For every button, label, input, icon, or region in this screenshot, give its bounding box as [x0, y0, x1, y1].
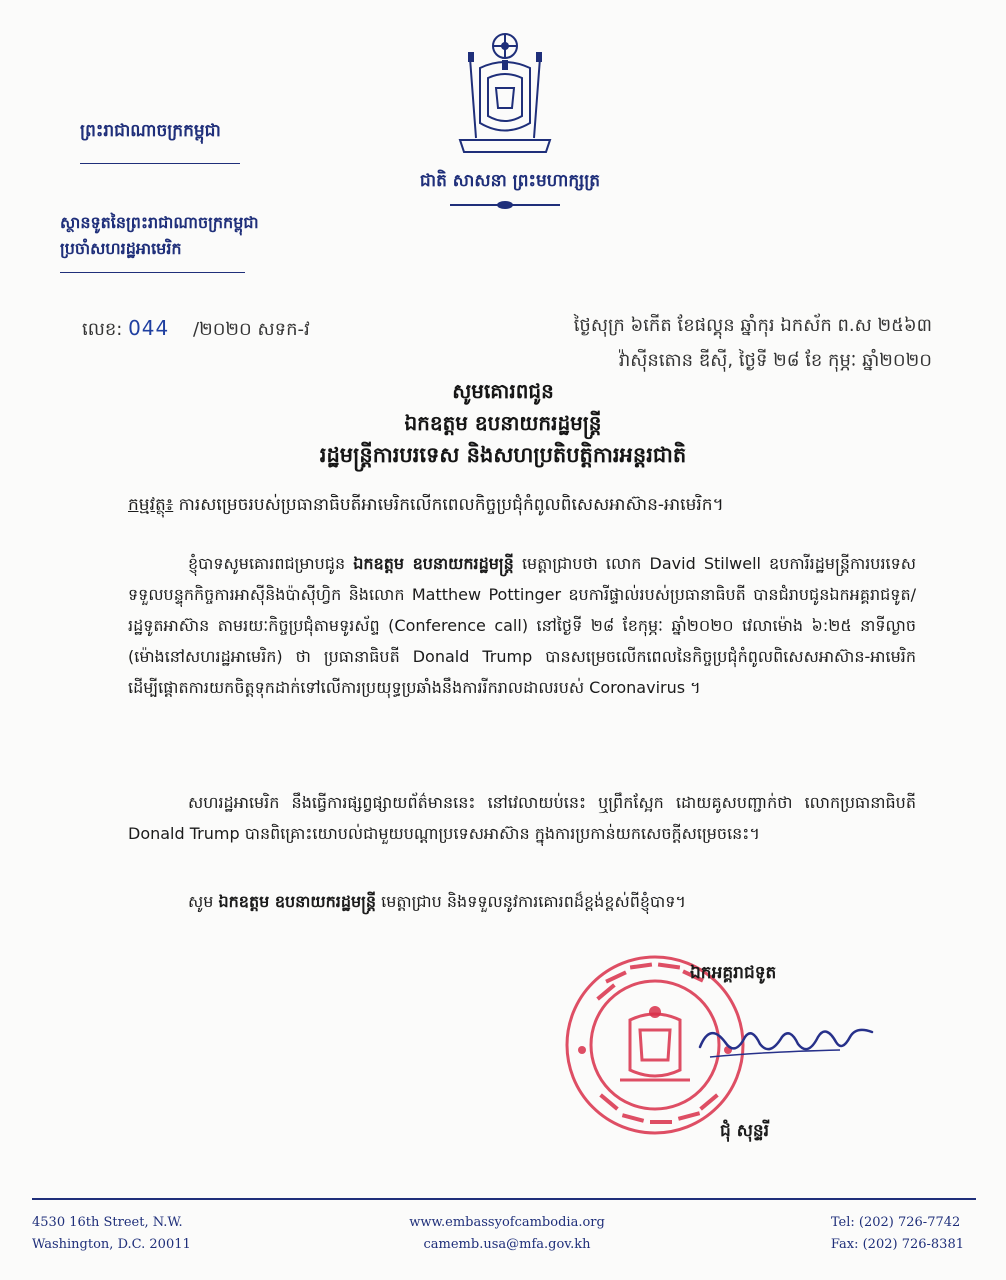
royal-coat-of-arms-emblem: [450, 28, 560, 160]
handwritten-signature: [690, 1002, 880, 1072]
salutation-line-1: សូមគោរពជូន: [452, 379, 554, 403]
salutation-line-3: រដ្ឋមន្ត្រីការបរទេស និងសហប្រតិបត្តិការអន្តរជាតិ: [319, 443, 687, 467]
telephone: Tel: (202) 726-7742: [830, 1215, 961, 1230]
embassy-location: ប្រចាំសហរដ្ឋអាមេរិក: [60, 239, 182, 258]
fax: Fax: (202) 726-8381: [830, 1237, 964, 1252]
p1-rest: មេត្តាជ្រាបថា លោក David Stilwell ឧបការីរដ្ឋមន្ត្រីការបរទេស ទទួលបន្ទុកកិច្ចការអាស៊ីនិងប៉ាស៊ីហ្វិក និងលោក Matthew Pottinger ឧបការីផ្ទាល់របស់ប្រធានាធិបតី បានជំរាបជូនឯកអគ្គរាជទូត/រដ្ឋទូតអាស៊ាន តាមរយៈកិច្ចប្រជុំតាមទូរស័ព្ទ (Conference call) នៅថ្ងៃទី ២៨ ខែកុម្ភៈ ឆ្នាំ២០២០ វេលាម៉ោង ៦:២៥ នាទីល្ងាច (ម៉ោងនៅសហរដ្ឋអាមេរិក) ថា ប្រធានាធិបតី Donald Trump បានសម្រេចលើកពេលនៃកិច្ចប្រជុំកំពូលពិសេសអាស៊ាន-អាមេរិក ដើម្បីផ្តោតការយកចិត្តទុកដាក់ទៅលើការប្រយុទ្ធប្រឆាំងនឹងការរីករាលដាលរបស់ Coronavirus ។: [128, 554, 917, 697]
body-paragraph-1: [128, 548, 916, 703]
gregorian-date: វ៉ាស៊ីនតោន ឌីស៊ី, ថ្ងៃទី ២៨ ខែ កុម្ភៈ ឆ្នាំ២០២០: [618, 350, 932, 371]
motto-divider: [450, 204, 560, 206]
body-paragraph-3: [128, 886, 916, 917]
footer-address: [32, 1212, 191, 1256]
p1-bold: ឯកឧត្តម ឧបនាយករដ្ឋមន្ត្រី: [353, 554, 514, 573]
reference-label: លេខ:: [82, 319, 123, 340]
subject-text: ការសម្រេចរបស់ប្រធានាធិបតីអាមេរិកលើកពេលកិច្ចប្រជុំកំពូលពិសេសអាស៊ាន-អាមេរិក។: [173, 495, 724, 515]
reference-number-value: 044: [128, 316, 170, 340]
signer-title: ឯកអគ្គរាជទូត: [690, 963, 777, 983]
email-link[interactable]: camemb.usa@mfa.gov.kh: [423, 1237, 591, 1252]
address-line-2: Washington, D.C. 20011: [32, 1237, 191, 1252]
kingdom-heading: [80, 120, 240, 164]
embassy-heading: [60, 210, 259, 273]
kingdom-name: ព្រះរាជាណាចក្រកម្ពុជា: [80, 121, 221, 141]
reference-suffix: /២០២០ សទក-វ: [193, 319, 310, 340]
embassy-divider: [60, 272, 245, 273]
p3-rest: មេត្តាជ្រាប និងទទួលនូវការគោរពដ៏ខ្ពង់ខ្ពស់ពីខ្ញុំបាទ។: [376, 892, 686, 911]
salutation-line-2: ឯកឧត្តម ឧបនាយករដ្ឋមន្ត្រី: [404, 411, 602, 435]
body-paragraph-2: សហរដ្ឋអាមេរិក នឹងធ្វើការផ្សព្វផ្សាយព័ត៌មាននេះ នៅវេលាយប់នេះ ឬព្រឹកស្អែក ដោយគូសបញ្ជាក់ថា លោកប្រធានាធិបតី Donald Trump បានពិគ្រោះយោបល់ជាមួយបណ្តាប្រទេសអាស៊ាន ក្នុងការប្រកាន់យកសេចក្តីសម្រេចនេះ។: [128, 793, 916, 843]
website-link[interactable]: www.embassyofcambodia.org: [409, 1215, 605, 1230]
p3-start: សូម: [188, 892, 219, 911]
subject-line: [128, 494, 928, 519]
p1-start: ខ្ញុំបាទសូមគោរពជម្រាបជូន: [188, 554, 354, 573]
national-motto: ជាតិ សាសនា ព្រះមហាក្សត្រ: [419, 171, 601, 191]
lunar-date: ថ្ងៃសុក្រ ៦កើត ខែផល្គុន ឆ្នាំកុរ ឯកស័ក ព.ស ២៥៦៣: [573, 315, 932, 336]
signer-name: ជុំ សុន្ទរី: [720, 1121, 770, 1141]
p3-bold: ឯកឧត្តម ឧបនាយករដ្ឋមន្ត្រី: [218, 892, 377, 911]
footer-divider: [32, 1198, 976, 1200]
reference-number: [82, 316, 310, 344]
footer-contact-web: [392, 1212, 622, 1256]
footer-phone: [831, 1212, 964, 1256]
kingdom-divider: [80, 163, 240, 164]
address-line-1: 4530 16th Street, N.W.: [32, 1215, 183, 1230]
embassy-name: ស្ថានទូតនៃព្រះរាជាណាចក្រកម្ពុជា: [60, 213, 259, 232]
subject-label: កម្មវត្ថុ៖: [128, 495, 174, 515]
